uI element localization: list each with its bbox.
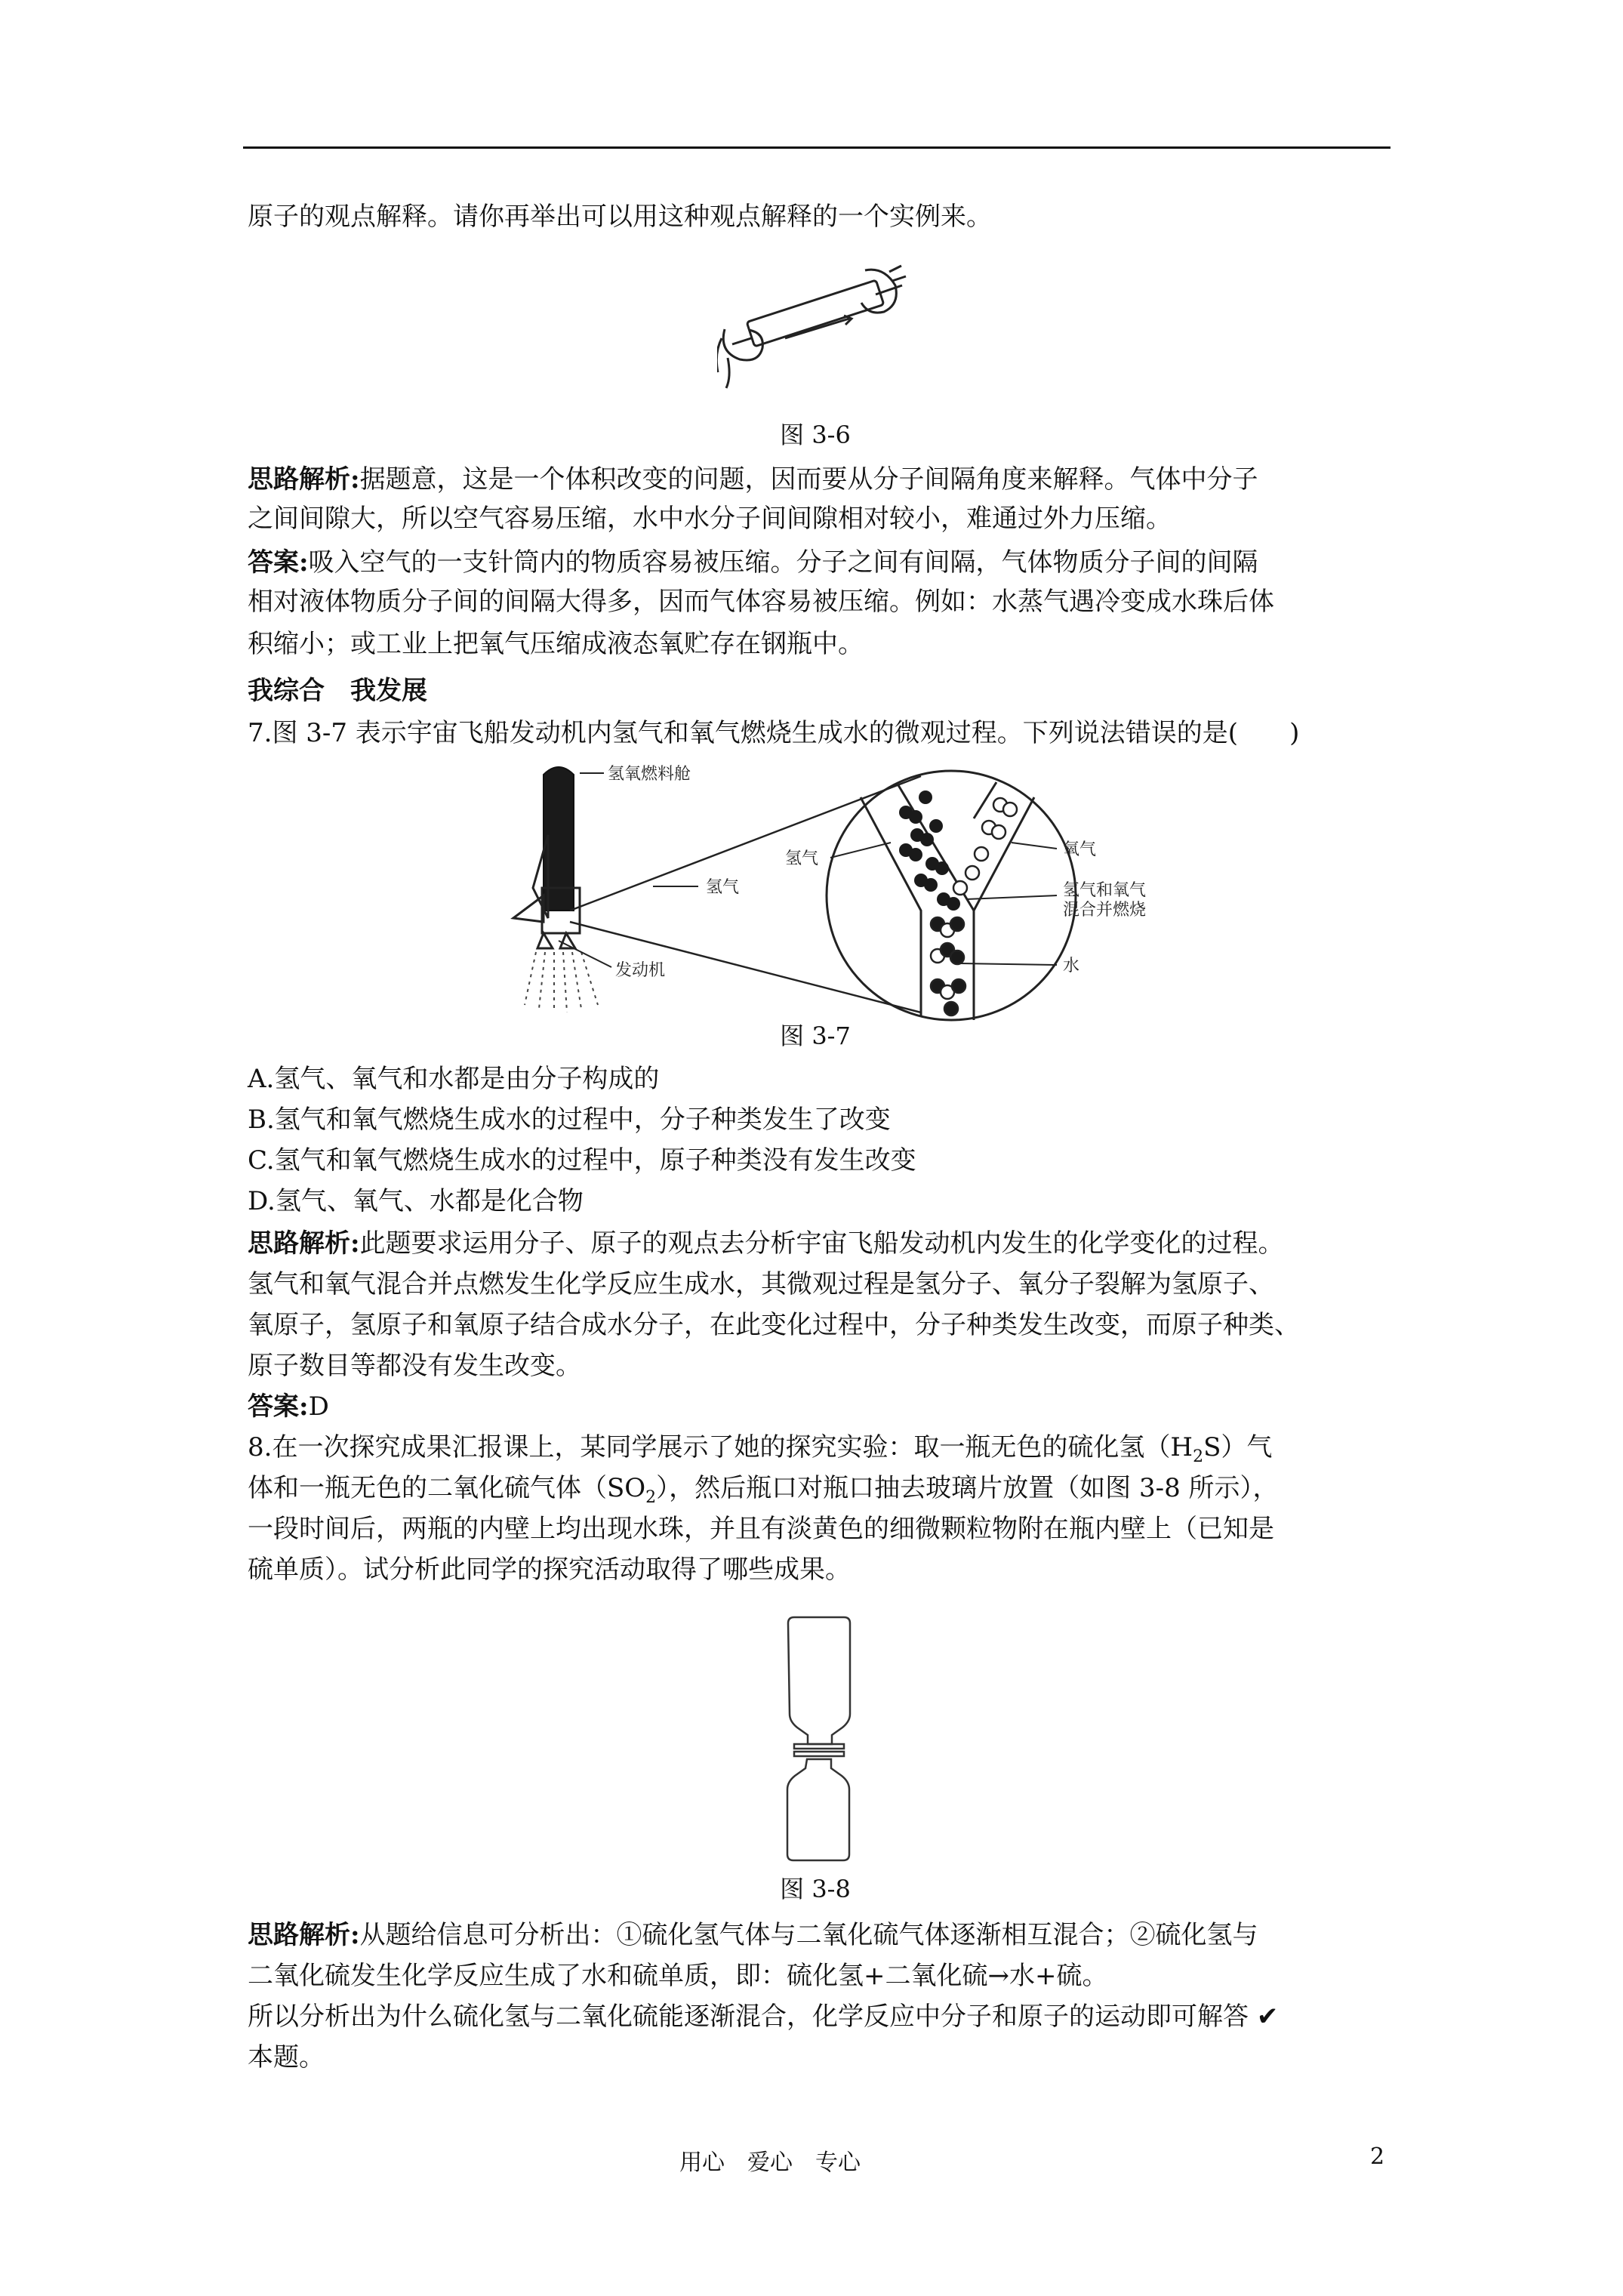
q8-analysis-label: 思路解析: (248, 1920, 360, 1950)
q7-stem: 7.图 3-7 表示宇宙飞船发动机内氢气和氧气燃烧生成水的微观过程。下列说法错误的是( ) (248, 718, 1300, 748)
intro-line: 原子的观点解释。请你再举出可以用这种观点解释的一个实例来。 (248, 202, 992, 232)
q8-analysis-line-2: 二氧化硫发生化学反应生成了水和硫单质，即：硫化氢+二氧化硫→水+硫。 (248, 1961, 1108, 1991)
water-molecules (931, 917, 965, 1015)
figure-3-8-bottles (778, 1616, 861, 1865)
footer-motto: 用心 爱心 专心 (679, 2150, 861, 2176)
q7-analysis-line-2: 氢气和氧气混合并点燃发生化学反应生成水，其微观过程是氢分子、氧分子裂解为氢原子、 (248, 1269, 1274, 1299)
shuttle-drawing (513, 767, 580, 948)
q7-answer-value: D (308, 1391, 329, 1422)
q6-answer-label: 答案: (248, 547, 309, 578)
header-rule (243, 146, 1390, 149)
label-mix-line-1: 氢气和氧气 (1063, 881, 1147, 900)
q6-analysis-label: 思路解析: (248, 464, 360, 495)
label-water: 水 (1063, 957, 1080, 975)
q8-stem-line-4: 硫单质）。试分析此同学的探究活动取得了哪些成果。 (248, 1555, 851, 1585)
figure-3-6-syringe (717, 255, 913, 391)
figure-3-7-caption: 图 3-7 (780, 1022, 851, 1050)
q7-analysis-line-1: 思路解析:此题要求运用分子、原子的观点去分析宇宙飞船发动机内发生的化学变化的过程。 (248, 1228, 1284, 1259)
exhaust-plume (525, 952, 598, 1012)
q6-answer-line-2: 相对液体物质分子间的间隔大得多，因而气体容易被压缩。例如：水蒸气遇冷变成水珠后体 (248, 587, 1274, 617)
q7-analysis-label: 思路解析: (248, 1228, 360, 1259)
check-mark-icon: ✔ (1256, 2002, 1279, 2032)
label-oxygen: 氧气 (1063, 840, 1097, 859)
figure-3-8-caption: 图 3-8 (780, 1875, 851, 1903)
hydrogen-molecules (899, 791, 960, 911)
label-fuel-tank: 氢氧燃料舱 (608, 765, 691, 784)
figure-3-7-engine-diagram (498, 752, 1163, 1024)
q7-analysis-line-4: 原子数目等都没有发生改变。 (248, 1351, 581, 1381)
q7-option-d: D.氢气、氧气、水都是化合物 (248, 1186, 584, 1216)
q8-analysis-line-3: 所以分析出为什么硫化氢与二氧化硫能逐渐混合，化学反应中分子和原子的运动即可解答 ✔ (248, 2002, 1279, 2032)
q8-stem-line-1: 8.在一次探究成果汇报课上，某同学展示了她的探究实验：取一瓶无色的硫化氢$(H_2S)$气 (248, 1432, 1273, 1466)
q7-option-c: C.氢气和氧气燃烧生成水的过程中，原子种类没有发生改变 (248, 1145, 916, 1176)
q7-answer-line (248, 1388, 1410, 1425)
q8-stem-line-2: 体和一瓶无色的二氧化硫气体$(SO_2)$，然后瓶口对瓶口抽去玻璃片放置（如图 3-8 所示）， (248, 1473, 1279, 1507)
page-number: 2 (1370, 2143, 1385, 2170)
q7-option-a: A.氢气、氧气和水都是由分子构成的 (248, 1064, 660, 1094)
q6-analysis-line-2: 之间间隙大，所以空气容易压缩，水中水分子间间隙相对较小，难通过外力压缩。 (248, 504, 1172, 534)
q6-answer-line-3: 积缩小；或工业上把氧气压缩成液态氧贮存在钢瓶中。 (248, 629, 864, 659)
label-engine-hydrogen: 氢气 (706, 878, 740, 897)
q7-answer-label: 答案: (248, 1391, 309, 1422)
q7-option-b: B.氢气和氧气燃烧生成水的过程中，分子种类发生了改变 (248, 1105, 891, 1135)
magnified-view-circle (827, 771, 1076, 1020)
q6-answer-line-1: 答案:吸入空气的一支针筒内的物质容易被压缩。分子之间有间隔，气体物质分子间的间隔 (248, 547, 1258, 578)
label-hydrogen: 氢气 (785, 849, 819, 868)
q6-analysis-line-1: 思路解析:据题意，这是一个体积改变的问题，因而要从分子间隔角度来解释。气体中分子 (248, 464, 1258, 495)
section-title: 我综合 我发展 (248, 676, 427, 706)
q8-analysis-line-4: 本题。 (248, 2042, 325, 2073)
q8-analysis-line-1: 思路解析:从题给信息可分析出：①硫化氢气体与二氧化硫气体逐渐相互混合；②硫化氢与 (248, 1920, 1258, 1950)
q8-stem-line-3: 一段时间后，两瓶的内壁上均出现水珠，并且有淡黄色的细微颗粒物附在瓶内壁上（已知是 (248, 1514, 1274, 1544)
label-engine: 发动机 (615, 961, 666, 980)
label-mix-line-2: 混合并燃烧 (1063, 901, 1147, 920)
q7-analysis-line-3: 氧原子，氢原子和氧原子结合成水分子，在此变化过程中，分子种类发生改变，而原子种类、 (248, 1310, 1300, 1340)
figure-3-6-caption: 图 3-6 (780, 421, 851, 449)
